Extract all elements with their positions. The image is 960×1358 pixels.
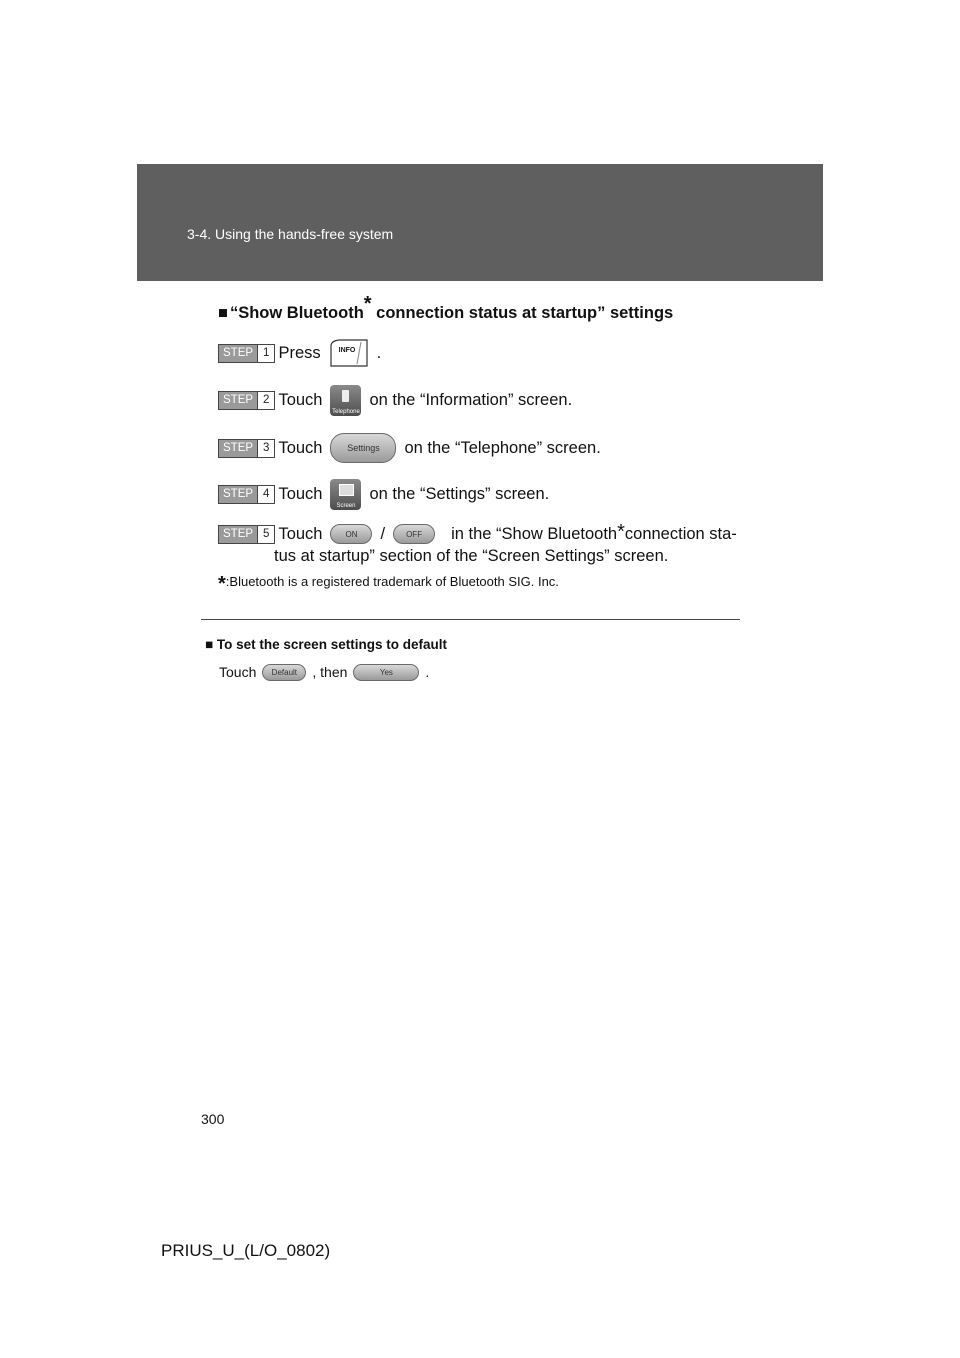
step-5-rest-after: connection sta-: [624, 524, 737, 543]
default-button[interactable]: Default: [262, 664, 306, 681]
trademark-star: *: [363, 292, 372, 315]
step-2: [218, 385, 572, 415]
on-button[interactable]: ON: [330, 524, 372, 544]
telephone-icon: [342, 390, 349, 402]
step-4-rest: on the “Settings” screen.: [369, 484, 550, 503]
step-4-verb: Touch: [278, 484, 323, 503]
step-1: [218, 338, 381, 368]
screen-icon: [339, 484, 354, 496]
screen-tile-button[interactable]: [330, 479, 361, 510]
step-badge-3: STEP 3: [218, 439, 275, 458]
step-5: STEP 5 Touch ON / OFF in the “Show Bluetooth * connection sta-: [218, 519, 737, 549]
step-5-verb: Touch: [278, 524, 323, 543]
step-badge-4: STEP 4: [218, 485, 275, 504]
section-bullet: ■: [218, 304, 228, 322]
subsection-end: .: [425, 664, 430, 680]
step-badge-5: STEP 5: [218, 525, 275, 544]
yes-button[interactable]: Yes: [353, 664, 419, 681]
step-2-verb: Touch: [278, 390, 323, 409]
info-button-label: INFO: [338, 347, 356, 354]
telephone-tile-button[interactable]: [330, 385, 361, 416]
subsection-instruction: [219, 661, 429, 683]
section-title: [218, 292, 674, 323]
subsection-then: , then: [312, 664, 348, 680]
step-3-rest: on the “Telephone” screen.: [404, 438, 601, 457]
footnote-text: :Bluetooth is a registered trademark of Bluetooth SIG. Inc.: [225, 574, 559, 589]
settings-button[interactable]: Settings: [330, 433, 396, 463]
footnote-star: *: [218, 573, 226, 595]
telephone-tile-label: Telephone: [332, 408, 360, 415]
step-5-continuation: tus at startup” section of the “Screen Settings” screen.: [274, 547, 669, 565]
chapter-header-bar: [137, 164, 823, 281]
chapter-section-label: 3-4. Using the hands-free system: [187, 226, 394, 242]
step-3-verb: Touch: [278, 438, 323, 457]
step-1-rest: .: [376, 343, 382, 362]
off-button[interactable]: OFF: [393, 524, 435, 544]
step-badge-1: STEP 1: [218, 344, 275, 363]
screen-tile-label: Screen: [336, 502, 356, 509]
step-4: [218, 479, 549, 509]
step-5-rest-before: in the “Show Bluetooth: [451, 524, 618, 543]
section-title-before: “Show Bluetooth: [229, 304, 364, 322]
footnote: [218, 573, 559, 596]
step-1-verb: Press: [278, 343, 321, 362]
slash-separator: /: [380, 524, 386, 543]
subsection-touch: Touch: [219, 664, 257, 680]
step-badge-2: STEP 2: [218, 391, 275, 410]
document-id: PRIUS_U_(L/O_0802): [161, 1241, 331, 1260]
page-number: 300: [201, 1111, 225, 1127]
step-2-rest: on the “Information” screen.: [369, 390, 573, 409]
info-button[interactable]: [327, 338, 371, 368]
section-title-after: connection status at startup” settings: [371, 304, 674, 322]
step-3: [218, 433, 601, 463]
subsection-title: ■ To set the screen settings to default: [205, 637, 447, 652]
divider: [201, 619, 740, 620]
